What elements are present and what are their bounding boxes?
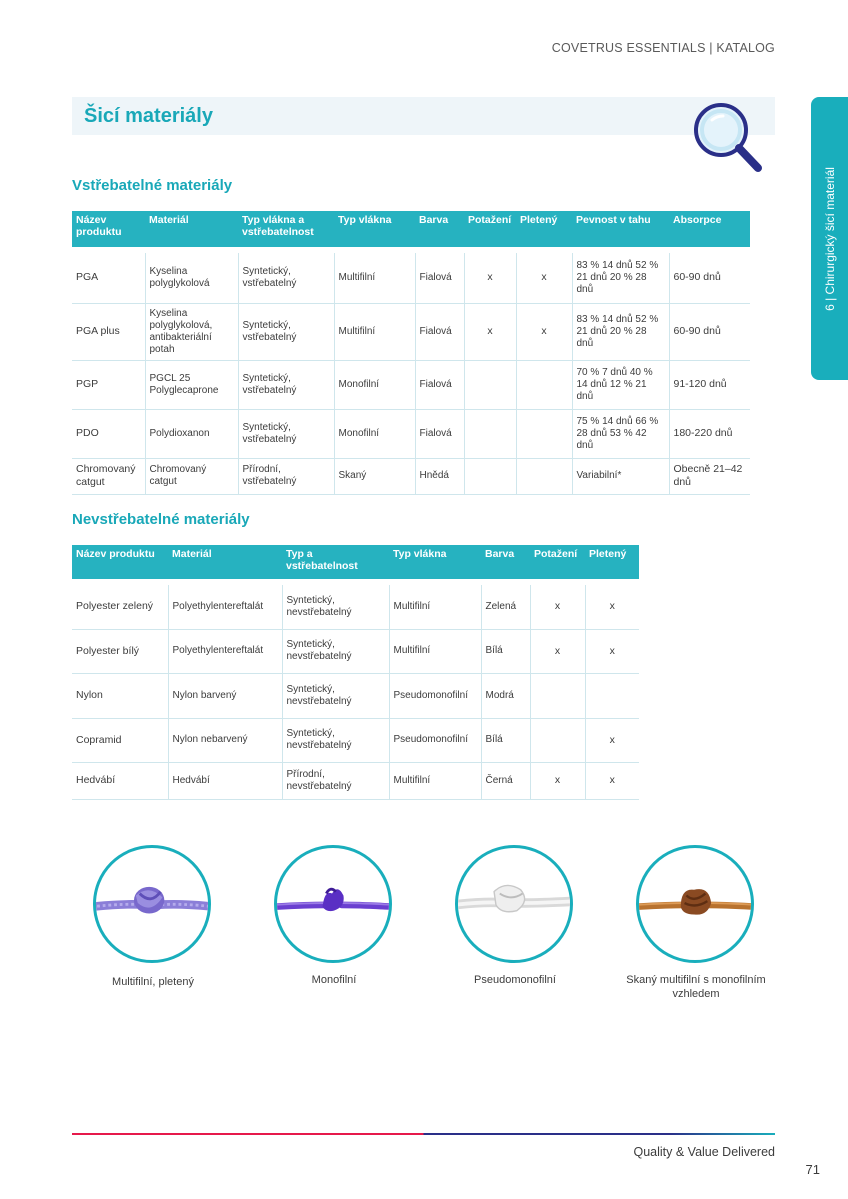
column-header: Potažení: [464, 211, 516, 247]
cell: Variabilní*: [572, 458, 669, 494]
cell: [530, 673, 585, 718]
cell: Polyester zelený: [72, 585, 168, 629]
cell: Polydioxanon: [145, 409, 238, 458]
table-row: [72, 718, 639, 762]
column-header: Pletený: [585, 545, 639, 579]
cell: Syntetický, vstřebatelný: [238, 253, 334, 303]
cell: [464, 458, 516, 494]
cell: Fialová: [415, 303, 464, 360]
table-row: [72, 303, 750, 360]
cell: Syntetický, nevstřebatelný: [282, 718, 389, 762]
cell: 91-120 dnů: [669, 360, 750, 409]
table-row: [72, 409, 750, 458]
cell: PDO: [72, 409, 145, 458]
footer-divider: [72, 1133, 775, 1135]
non-absorbable-section-title: Nevstřebatelné materiály: [72, 511, 250, 528]
cell: Fialová: [415, 360, 464, 409]
table-row: [72, 585, 639, 629]
non-absorbable-table: [72, 545, 639, 800]
column-header: Barva: [481, 545, 530, 579]
cell: 83 % 14 dnů 52 % 21 dnů 20 % 28 dnů: [572, 303, 669, 360]
chapter-side-tab[interactable]: [811, 97, 848, 380]
column-header: Pevnost v tahu: [572, 211, 669, 247]
column-header: Název produktu: [72, 545, 168, 579]
cell: Chromovaný catgut: [145, 458, 238, 494]
cell: x: [585, 718, 639, 762]
cell: x: [530, 629, 585, 673]
cell: Syntetický, vstřebatelný: [238, 360, 334, 409]
column-header: Materiál: [168, 545, 282, 579]
title-band: [72, 97, 775, 135]
knot-label: Pseudomonofilní: [474, 974, 556, 986]
cell: x: [585, 762, 639, 799]
cell: Pseudomonofilní: [389, 673, 481, 718]
table-header-row: [72, 211, 750, 247]
cell: Syntetický, vstřebatelný: [238, 303, 334, 360]
cell: Copramid: [72, 718, 168, 762]
cell: [585, 673, 639, 718]
multifilament-braided-knot-image: [93, 845, 211, 963]
knot-label: Skaný multifilní s monofilním vzhledem: [626, 974, 766, 1000]
chapter-side-tab-label: 6 | Chirurgický šicí materiál: [822, 166, 837, 311]
cell: [530, 718, 585, 762]
catalog-header: COVETRUS ESSENTIALS | KATALOG: [551, 41, 775, 55]
cell: 60-90 dnů: [669, 303, 750, 360]
cell: Monofilní: [334, 360, 415, 409]
cell: Multifilní: [334, 303, 415, 360]
cell: PGP: [72, 360, 145, 409]
column-header: Název produktu: [72, 211, 145, 247]
cell: x: [464, 253, 516, 303]
absorbable-section-title: Vstřebatelné materiály: [72, 177, 233, 194]
absorbable-table: [72, 211, 750, 495]
cell: Přírodní, nevstřebatelný: [282, 762, 389, 799]
twisted-multifilament-knot-image: [636, 845, 754, 963]
cell: x: [530, 585, 585, 629]
cell: Obecně 21–42 dnů: [669, 458, 750, 494]
table-row: [72, 458, 750, 494]
cell: [516, 409, 572, 458]
cell: Syntetický, vstřebatelný: [238, 409, 334, 458]
cell: [464, 409, 516, 458]
cell: x: [585, 629, 639, 673]
cell: Kyselina polyglykolová: [145, 253, 238, 303]
column-header: Typ vlákna a vstřebatelnost: [238, 211, 334, 247]
cell: x: [530, 762, 585, 799]
column-header: Typ a vstřebatelnost: [282, 545, 389, 579]
cell: Multifilní: [389, 629, 481, 673]
cell: Multifilní: [389, 762, 481, 799]
cell: Hnědá: [415, 458, 464, 494]
cell: 180-220 dnů: [669, 409, 750, 458]
cell: Multifilní: [334, 253, 415, 303]
cell: PGA plus: [72, 303, 145, 360]
column-header: Pletený: [516, 211, 572, 247]
column-header: Absorpce: [669, 211, 750, 247]
table-row: [72, 253, 750, 303]
cell: Polyethylentereftalát: [168, 629, 282, 673]
cell: Syntetický, nevstřebatelný: [282, 629, 389, 673]
cell: Bílá: [481, 629, 530, 673]
cell: 75 % 14 dnů 66 % 28 dnů 53 % 42 dnů: [572, 409, 669, 458]
cell: Chromovaný catgut: [72, 458, 145, 494]
cell: Kyselina polyglykolová, antibakteriální potah: [145, 303, 238, 360]
cell: x: [516, 303, 572, 360]
cell: 70 % 7 dnů 40 % 14 dnů 12 % 21 dnů: [572, 360, 669, 409]
cell: [464, 360, 516, 409]
cell: Polyester bílý: [72, 629, 168, 673]
table-row: [72, 629, 639, 673]
cell: Multifilní: [389, 585, 481, 629]
pseudomonofilament-knot-image: [455, 845, 573, 963]
knot-label: Monofilní: [311, 974, 357, 986]
cell: Hedvábí: [168, 762, 282, 799]
page-title: Šicí materiály: [84, 105, 213, 127]
cell: Nylon: [72, 673, 168, 718]
monofilament-knot-image: [274, 845, 392, 963]
cell: Syntetický, nevstřebatelný: [282, 585, 389, 629]
cell: Černá: [481, 762, 530, 799]
column-header: Barva: [415, 211, 464, 247]
page-number: 71: [805, 1162, 820, 1177]
cell: x: [516, 253, 572, 303]
cell: PGA: [72, 253, 145, 303]
cell: 83 % 14 dnů 52 % 21 dnů 20 % 28 dnů: [572, 253, 669, 303]
cell: Pseudomonofilní: [389, 718, 481, 762]
table-row: [72, 673, 639, 718]
table-row: [72, 360, 750, 409]
cell: x: [585, 585, 639, 629]
cell: Fialová: [415, 253, 464, 303]
cell: Hedvábí: [72, 762, 168, 799]
cell: Bílá: [481, 718, 530, 762]
cell: x: [464, 303, 516, 360]
table-header-row: [72, 545, 639, 579]
magnifier-icon: [690, 100, 768, 178]
column-header: Materiál: [145, 211, 238, 247]
knot-label: Multifilní, pletený: [112, 976, 194, 988]
cell: Skaný: [334, 458, 415, 494]
cell: 60-90 dnů: [669, 253, 750, 303]
table-row: [72, 762, 639, 799]
cell: Monofilní: [334, 409, 415, 458]
column-header: Potažení: [530, 545, 585, 579]
column-header: Typ vlákna: [389, 545, 481, 579]
cell: Syntetický, nevstřebatelný: [282, 673, 389, 718]
cell: [516, 360, 572, 409]
cell: Polyethylentereftalát: [168, 585, 282, 629]
cell: Zelená: [481, 585, 530, 629]
cell: Modrá: [481, 673, 530, 718]
column-header: Typ vlákna: [334, 211, 415, 247]
cell: Přírodní, vstřebatelný: [238, 458, 334, 494]
cell: Nylon barvený: [168, 673, 282, 718]
cell: PGCL 25 Polyglecaprone: [145, 360, 238, 409]
cell: Nylon nebarvený: [168, 718, 282, 762]
cell: Fialová: [415, 409, 464, 458]
cell: [516, 458, 572, 494]
footer-tagline: Quality & Value Delivered: [633, 1145, 775, 1159]
